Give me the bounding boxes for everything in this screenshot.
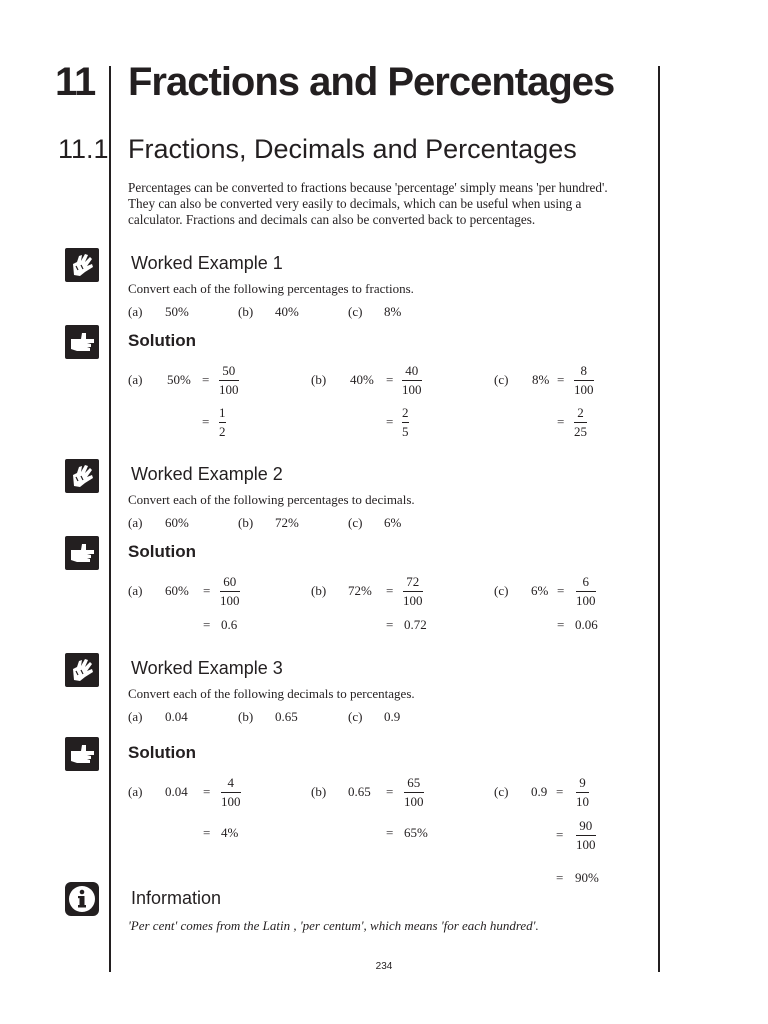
solution-lhs: 8% <box>532 372 550 387</box>
part-value: 0.9 <box>384 709 401 724</box>
solution-lhs: 0.65 <box>348 784 371 799</box>
equals-sign: = <box>203 617 211 632</box>
equals-sign: = <box>202 372 210 387</box>
equals-sign: = <box>556 784 564 799</box>
solution-title: Solution <box>128 542 196 561</box>
information-title: Information <box>131 888 222 908</box>
section-title: Fractions, Decimals and Percentages <box>128 134 577 164</box>
equals-sign: = <box>386 372 394 387</box>
solution-label: (c) <box>494 372 509 387</box>
part-label: (c) <box>348 515 363 530</box>
solution-result: 0.72 <box>404 617 427 632</box>
equals-sign: = <box>386 583 394 598</box>
equals-sign: = <box>386 825 394 840</box>
solution-label: (b) <box>311 372 327 387</box>
fraction: 65 100 <box>404 775 424 809</box>
example-title: Worked Example 1 <box>131 253 283 273</box>
solution-label: (c) <box>494 583 509 598</box>
fraction: 6 100 <box>576 574 596 608</box>
solution-result: 0.06 <box>575 617 598 632</box>
solution-result: 0.6 <box>221 617 238 632</box>
intro-paragraph: Percentages can be converted to fractions because 'percentage' simply means 'per hundred'. They can also be converted very easily to decimals, which can be useful when using a calculator. Fractions and decimals can also be converted back to percentages. <box>128 180 608 227</box>
solution-label: (b) <box>311 784 327 799</box>
right-margin-rule <box>658 66 660 972</box>
part-value: 72% <box>275 515 299 530</box>
part-label: (b) <box>238 304 254 319</box>
page-number: 234 <box>375 961 393 972</box>
solution-title: Solution <box>128 331 196 350</box>
example-prompt: Convert each of the following percentages to fractions. <box>128 281 414 296</box>
example-title: Worked Example 2 <box>131 464 283 484</box>
example-title: Worked Example 3 <box>131 658 283 678</box>
example-prompt: Convert each of the following percentages to decimals. <box>128 492 415 507</box>
chapter-title: Fractions and Percentages <box>128 60 615 104</box>
equals-sign: = <box>557 617 565 632</box>
equals-sign: = <box>386 784 394 799</box>
fraction: 90 100 <box>576 818 596 852</box>
fraction: 40 100 <box>402 363 422 397</box>
solution-label: (a) <box>128 372 143 387</box>
part-value: 40% <box>275 304 299 319</box>
equals-sign: = <box>557 372 565 387</box>
solution-label: (c) <box>494 784 509 799</box>
solution-lhs: 0.04 <box>165 784 188 799</box>
part-value: 0.65 <box>275 709 298 724</box>
equals-sign: = <box>557 414 565 429</box>
equals-sign: = <box>203 825 211 840</box>
fraction: 8 100 <box>574 363 594 397</box>
equals-sign: = <box>203 583 211 598</box>
equals-sign: = <box>557 583 565 598</box>
solution-hand-icon <box>65 737 99 771</box>
section-number: 11.1 <box>58 134 109 164</box>
part-label: (c) <box>348 304 363 319</box>
fraction: 2 5 <box>402 405 409 439</box>
equals-sign: = <box>203 784 211 799</box>
solution-hand-icon <box>65 325 99 359</box>
solution-lhs: 0.9 <box>531 784 548 799</box>
part-label: (c) <box>348 709 363 724</box>
part-label: (a) <box>128 709 143 724</box>
part-value: 50% <box>165 304 189 319</box>
solution-label: (b) <box>311 583 327 598</box>
part-value: 6% <box>384 515 402 530</box>
information-icon <box>65 882 99 916</box>
fraction: 1 2 <box>219 405 226 439</box>
solution-hand-icon <box>65 536 99 570</box>
equals-sign: = <box>202 414 210 429</box>
part-value: 8% <box>384 304 402 319</box>
solution-lhs: 50% <box>167 372 191 387</box>
solution-title: Solution <box>128 743 196 762</box>
fraction: 4 100 <box>221 775 241 809</box>
solution-result: 4% <box>221 825 239 840</box>
information-text: 'Per cent' comes from the Latin , 'per centum', which means 'for each hundred'. <box>128 918 539 933</box>
worked-example-hand-icon <box>65 248 99 282</box>
equals-sign: = <box>386 414 394 429</box>
part-label: (b) <box>238 515 254 530</box>
equals-sign: = <box>556 870 564 885</box>
example-prompt: Convert each of the following decimals to percentages. <box>128 686 415 701</box>
chapter-number: 11 <box>55 60 96 104</box>
fraction: 60 100 <box>220 574 240 608</box>
solution-lhs: 60% <box>165 583 189 598</box>
equals-sign: = <box>556 827 564 842</box>
fraction: 72 100 <box>403 574 423 608</box>
fraction: 9 10 <box>576 775 589 809</box>
solution-label: (a) <box>128 784 143 799</box>
solution-result: 90% <box>575 870 599 885</box>
equals-sign: = <box>386 617 394 632</box>
part-label: (b) <box>238 709 254 724</box>
part-value: 0.04 <box>165 709 188 724</box>
part-label: (a) <box>128 304 143 319</box>
solution-label: (a) <box>128 583 143 598</box>
solution-lhs: 40% <box>350 372 374 387</box>
part-label: (a) <box>128 515 143 530</box>
solution-lhs: 72% <box>348 583 372 598</box>
worked-example-hand-icon <box>65 459 99 493</box>
fraction: 50 100 <box>219 363 239 397</box>
left-margin-rule <box>109 66 111 972</box>
part-value: 60% <box>165 515 189 530</box>
fraction: 2 25 <box>574 405 587 439</box>
worked-example-hand-icon <box>65 653 99 687</box>
solution-result: 65% <box>404 825 428 840</box>
solution-lhs: 6% <box>531 583 549 598</box>
